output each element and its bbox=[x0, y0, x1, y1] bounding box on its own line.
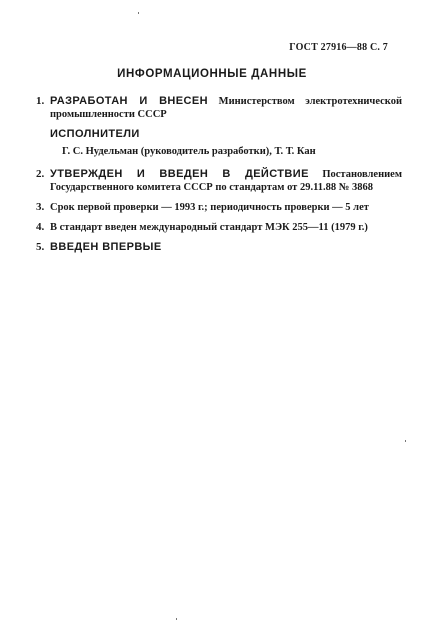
item-body bbox=[50, 168, 402, 194]
item-text: Постановлением Государственного комитета СССР по стандартам от 29.11.88 № 3868 bbox=[50, 169, 402, 193]
item-heading: РАЗРАБОТАН И ВНЕСЕН bbox=[50, 95, 208, 107]
list-item-3 bbox=[36, 201, 402, 214]
item-text: Срок первой проверки — 1993 г.; периодичность проверки — 5 лет bbox=[50, 202, 369, 213]
item-number: 3. bbox=[36, 201, 45, 213]
item-number: 4. bbox=[36, 221, 45, 233]
executors-heading: ИСПОЛНИТЕЛИ bbox=[50, 128, 140, 140]
document-reference: ГОСТ 27916—88 С. 7 bbox=[289, 42, 388, 53]
item-body bbox=[50, 241, 402, 253]
item-body bbox=[50, 221, 402, 234]
executors-names: Г. С. Нудельман (руководитель разработки), Т. Т. Кан bbox=[62, 146, 316, 157]
item-body bbox=[50, 95, 402, 121]
list-item-2 bbox=[36, 168, 402, 194]
item-heading: ВВЕДЕН ВПЕРВЫЕ bbox=[50, 241, 162, 253]
item-number: 5. bbox=[36, 241, 45, 253]
scan-speck bbox=[138, 12, 139, 14]
list-item-5 bbox=[36, 241, 402, 253]
info-list bbox=[36, 95, 402, 260]
item-text: Министерством электротехнической промышленности СССР bbox=[50, 96, 402, 120]
item-number: 1. bbox=[36, 95, 45, 107]
page-title: ИНФОРМАЦИОННЫЕ ДАННЫЕ bbox=[117, 68, 307, 80]
item-number: 2. bbox=[36, 168, 45, 180]
scan-speck bbox=[405, 440, 406, 442]
list-item-4 bbox=[36, 221, 402, 234]
item-text: В стандарт введен международный стандарт МЭК 255—11 (1979 г.) bbox=[50, 222, 368, 233]
item-body bbox=[50, 201, 402, 214]
scan-speck bbox=[176, 618, 177, 620]
list-item-1 bbox=[36, 95, 402, 121]
item-heading: УТВЕРЖДЕН И ВВЕДЕН В ДЕЙСТВИЕ bbox=[50, 168, 309, 180]
